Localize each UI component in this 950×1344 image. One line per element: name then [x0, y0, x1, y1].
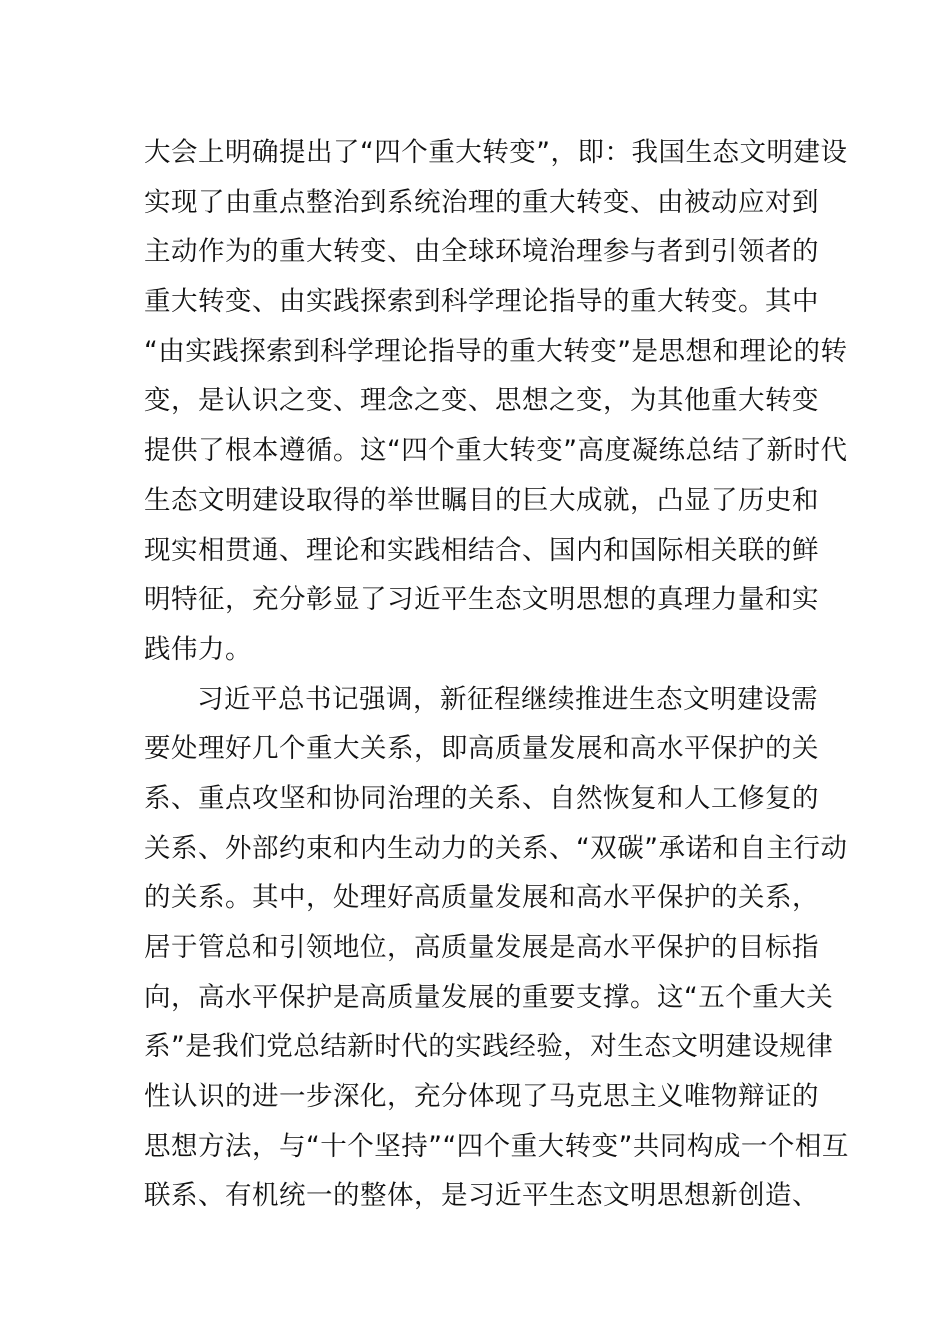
paragraph-line: 系”是我们党总结新时代的实践经验，对生态文明建设规律: [144, 1031, 834, 1063]
paragraph-line: 践伟力。: [144, 633, 252, 665]
paragraph-line: 向，高水平保护是高质量发展的重要支撑。这“五个重大关: [144, 981, 834, 1013]
paragraph-line: 大会上明确提出了“四个重大转变”，即：我国生态文明建设: [144, 137, 848, 168]
paragraph-line: 关系、外部约束和内生动力的关系、“双碳”承诺和自主行动: [144, 832, 848, 864]
paragraph-line: 提供了根本遵循。这“四个重大转变”高度凝练总结了新时代: [144, 435, 848, 467]
paragraph-line: 主动作为的重大转变、由全球环境治理参与者到引领者的: [144, 236, 819, 268]
paragraph-line: 现实相贯通、理论和实践相结合、国内和国际相关联的鲜: [144, 534, 819, 566]
document-body: [144, 128, 849, 1221]
paragraph-line: 居于管总和引领地位，高质量发展是高水平保护的目标指: [144, 932, 819, 963]
paragraph-line: 联系、有机统一的整体，是习近平生态文明思想新创造、: [144, 1180, 819, 1212]
paragraph-2: [144, 675, 849, 1222]
paragraph-line: 系、重点攻坚和协同治理的关系、自然恢复和人工修复的: [144, 782, 819, 814]
paragraph-line: 明特征，充分彰显了习近平生态文明思想的真理力量和实: [144, 584, 819, 616]
paragraph-1: [144, 128, 848, 675]
paragraph-line: 思想方法，与“十个坚持”“四个重大转变”共同构成一个相互: [144, 1130, 849, 1162]
paragraph-line: 性认识的进一步深化，充分体现了马克思主义唯物辩证的: [144, 1081, 819, 1113]
paragraph-line: 重大转变、由实践探索到科学理论指导的重大转变。其中: [144, 286, 819, 318]
paragraph-line: 变，是认识之变、理念之变、思想之变，为其他重大转变: [144, 385, 819, 417]
paragraph-line: 实现了由重点整治到系统治理的重大转变、由被动应对到: [144, 186, 819, 218]
paragraph-line: 习近平总书记强调，新征程继续推进生态文明建设需: [197, 683, 818, 715]
paragraph-line: 生态文明建设取得的举世瞩目的巨大成就，凸显了历史和: [144, 484, 819, 516]
paragraph-line: “由实践探索到科学理论指导的重大转变”是思想和理论的转: [144, 335, 848, 367]
paragraph-line: 要处理好几个重大关系，即高质量发展和高水平保护的关: [144, 733, 819, 765]
paragraph-line: 的关系。其中，处理好高质量发展和高水平保护的关系，: [144, 882, 819, 914]
